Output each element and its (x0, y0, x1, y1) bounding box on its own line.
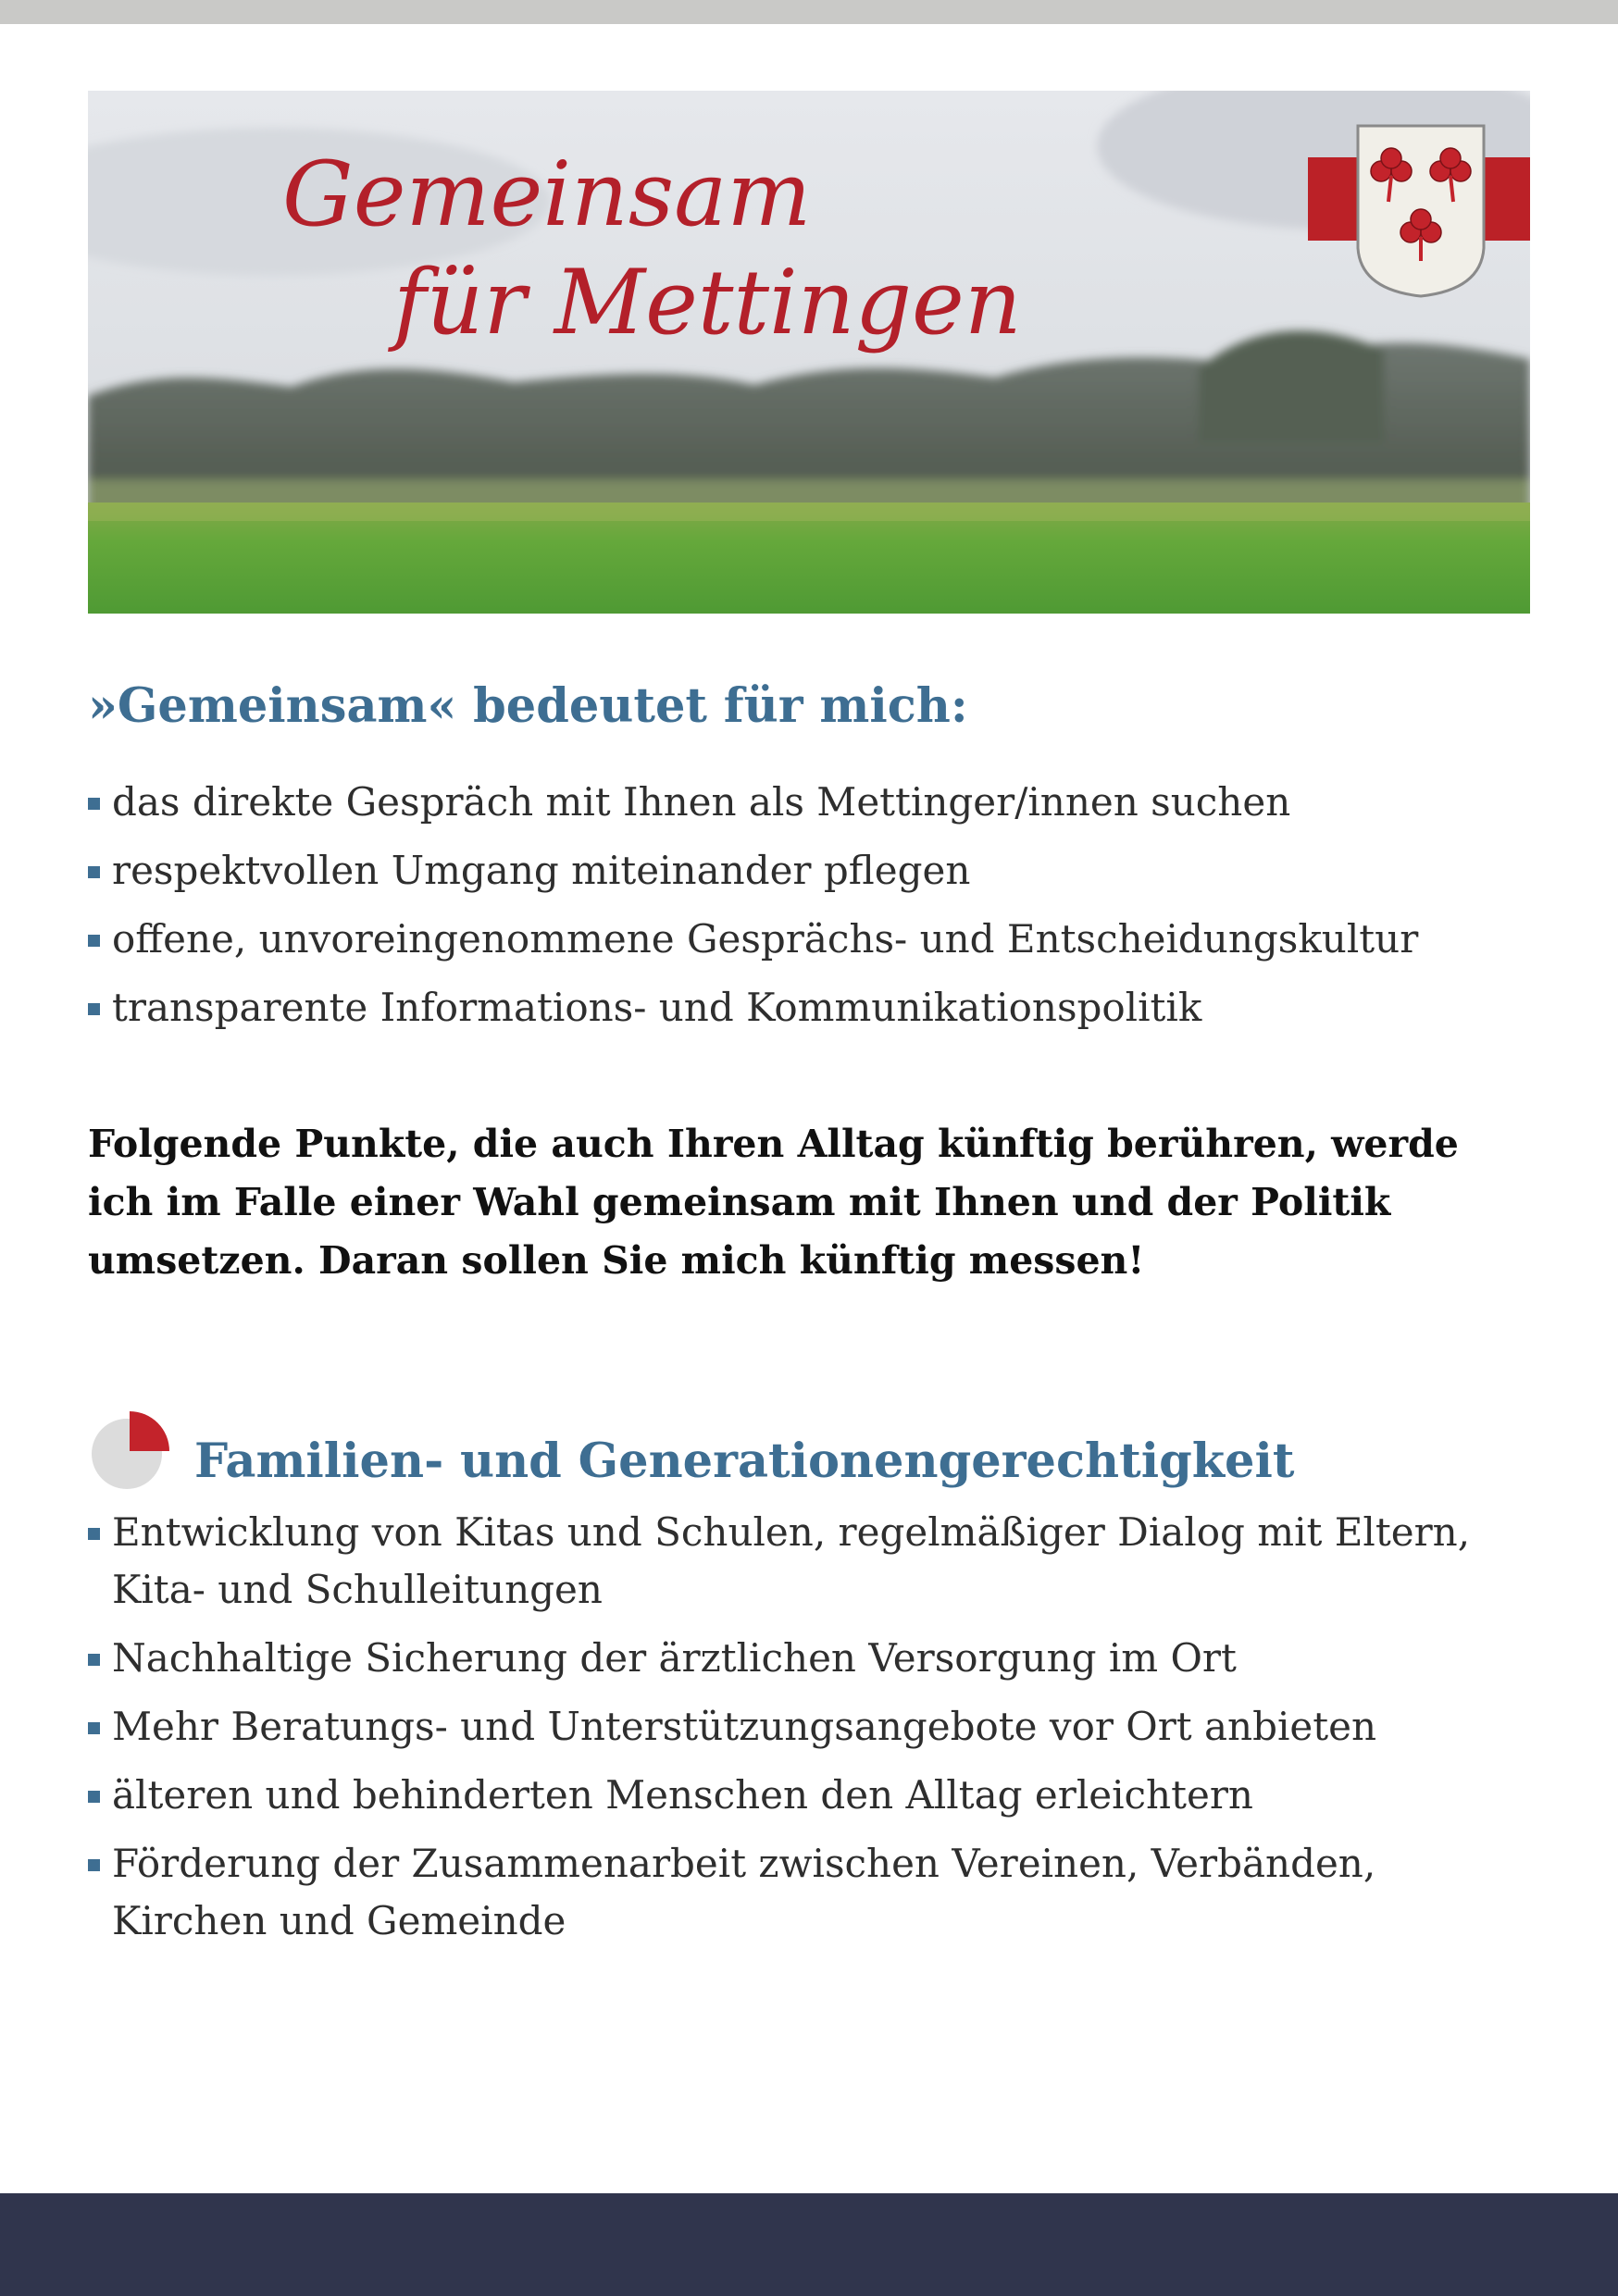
pie-segment-icon (90, 1411, 169, 1491)
families-heading: Familien- und Generationengerechtigkeit (194, 1433, 1295, 1489)
hero-title-line2: für Mettingen (393, 251, 1022, 354)
bullet-icon (88, 1722, 100, 1734)
list-item: Förderung der Zusammenarbeit zwischen Vereinen, Verbänden, Kirchen und Gemeinde (88, 1835, 1532, 1961)
list-item: Nachhaltige Sicherung der ärztlichen Versorgung im Ort (88, 1630, 1532, 1698)
bullet-icon (88, 1528, 100, 1540)
intro-heading: »Gemeinsam« bedeutet für mich: (88, 678, 968, 734)
bullet-icon (88, 866, 100, 878)
list-item: respektvollen Umgang miteinander pflegen (88, 837, 1418, 905)
top-rule (0, 0, 1618, 24)
bullet-icon (88, 1003, 100, 1015)
hero-title-line1: Gemeinsam (282, 143, 812, 246)
list-item: transparente Informations- und Kommunikationspolitik (88, 974, 1418, 1042)
statement-paragraph: Folgende Punkte, die auch Ihren Alltag künftig berühren, werde ich im Falle einer Wahl gemeinsam mit Ihnen und der Politik umsetzen. Daran sollen Sie mich künftig messen! (88, 1122, 1459, 1283)
list-item: älteren und behinderten Menschen den Alltag erleichtern (88, 1767, 1532, 1835)
list-item: das direkte Gespräch mit Ihnen als Mettinger/innen suchen (88, 768, 1418, 837)
list-item: Mehr Beratungs- und Unterstützungsangebote vor Ort anbieten (88, 1698, 1532, 1767)
hero-banner (88, 91, 1530, 614)
footer-band (0, 2193, 1618, 2296)
families-list (88, 1504, 1532, 1961)
bullet-icon (88, 1791, 100, 1803)
coat-of-arms-icon (1358, 126, 1484, 296)
hero-landscape-image (88, 91, 1530, 614)
bullet-icon (88, 1859, 100, 1871)
list-item: Entwicklung von Kitas und Schulen, regelmäßiger Dialog mit Eltern, Kita- und Schulleitungen (88, 1504, 1532, 1630)
bullet-icon (88, 1654, 100, 1666)
bullet-icon (88, 798, 100, 810)
list-item: offene, unvoreingenommene Gesprächs- und Entscheidungskultur (88, 905, 1418, 974)
intro-list (88, 768, 1418, 1042)
bullet-icon (88, 935, 100, 947)
